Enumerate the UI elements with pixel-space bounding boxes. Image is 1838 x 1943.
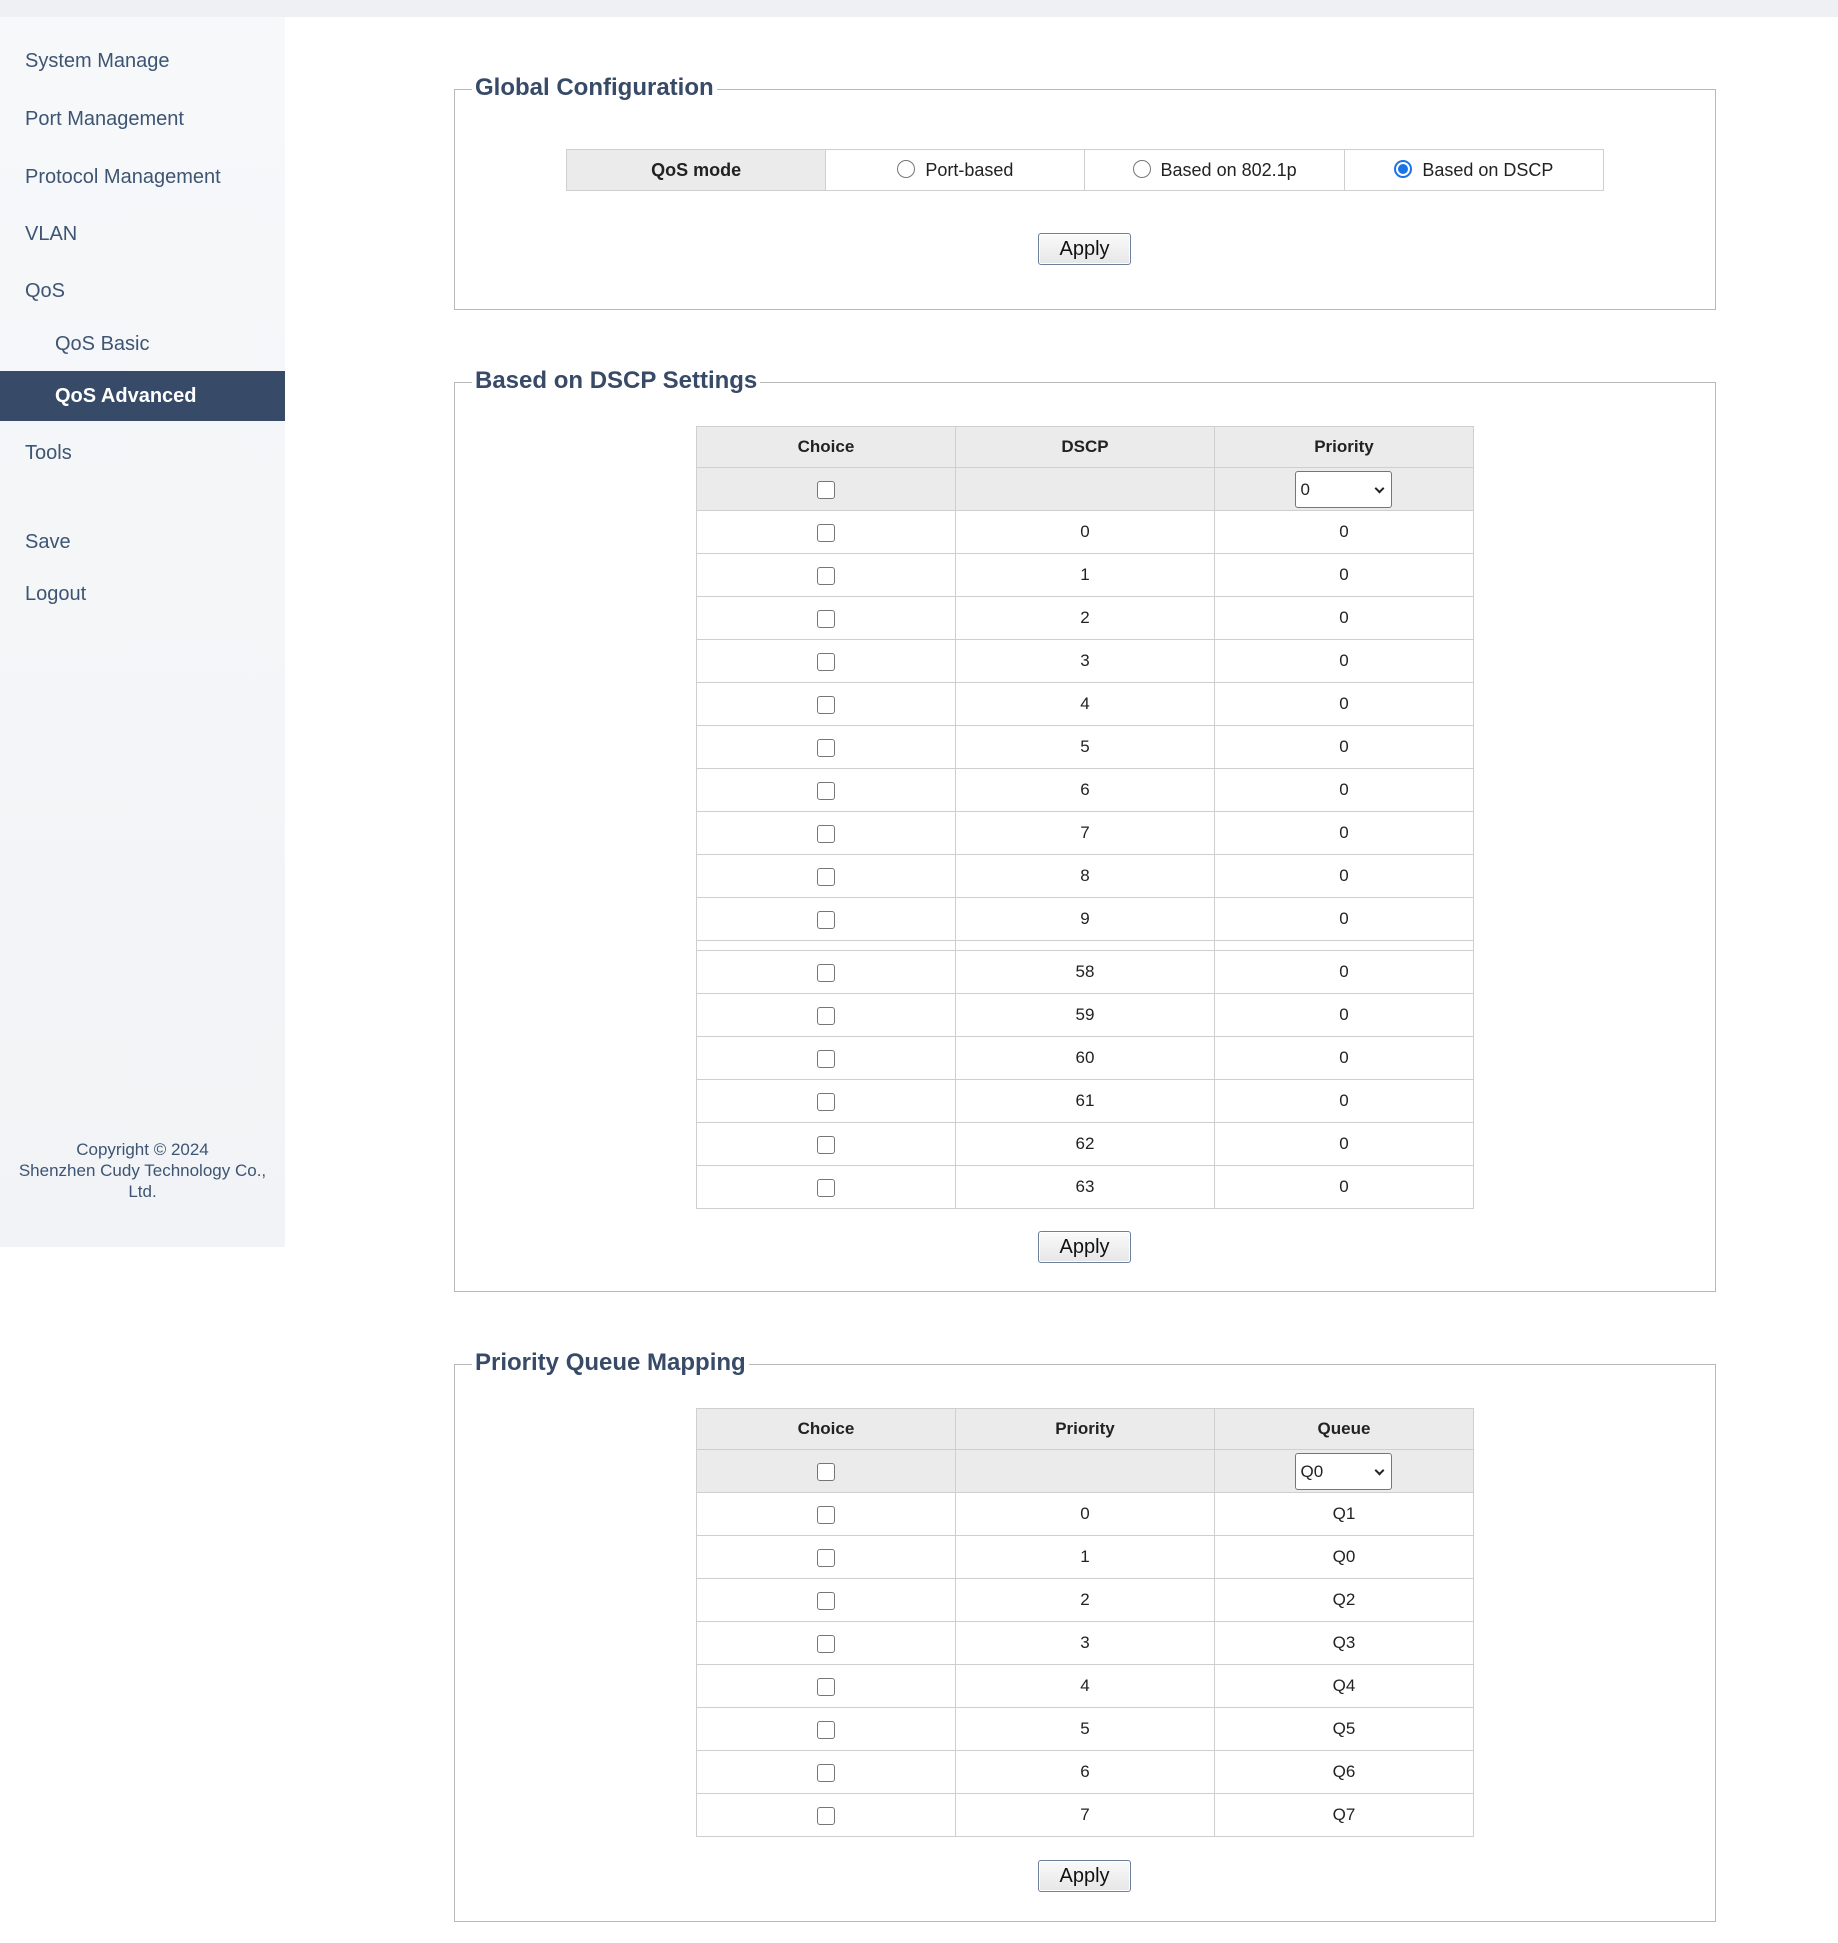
table-row: [697, 898, 1474, 941]
global-configuration-section: [454, 74, 1716, 310]
priority-value: 0: [1214, 898, 1473, 941]
table-row: [697, 640, 1474, 683]
dscp-value: 8: [955, 855, 1214, 898]
priority-value: 0: [1214, 1166, 1473, 1209]
sidebar: [0, 17, 285, 1247]
sidebar-item-qos-advanced[interactable]: QoS Advanced: [0, 371, 285, 421]
dscp-value: 7: [955, 812, 1214, 855]
column-header-queue: Queue: [1214, 1409, 1473, 1450]
column-header-dscp: DSCP: [955, 427, 1214, 468]
dscp-value: 2: [955, 597, 1214, 640]
dscp-value: 0: [955, 511, 1214, 554]
row-checkbox[interactable]: [817, 1807, 835, 1825]
dscp-value: 1: [955, 554, 1214, 597]
sidebar-item-protocol-management[interactable]: Protocol Management: [25, 166, 221, 188]
row-checkbox[interactable]: [817, 1721, 835, 1739]
priority-value: 0: [1214, 769, 1473, 812]
qos-mode-table: [566, 149, 1604, 191]
dscp-value: 60: [955, 1037, 1214, 1080]
sidebar-item-qos-basic[interactable]: QoS Basic: [55, 333, 150, 355]
priority-value: 0: [1214, 1123, 1473, 1166]
priority-value: 0: [1214, 812, 1473, 855]
sidebar-item-vlan[interactable]: VLAN: [25, 223, 78, 245]
copyright-line: Shenzhen Cudy Technology Co.,: [18, 1161, 267, 1180]
queue-value: Q0: [1214, 1536, 1473, 1579]
row-checkbox[interactable]: [817, 567, 835, 585]
dscp-value: 62: [955, 1123, 1214, 1166]
radio-802-1p[interactable]: [1133, 160, 1151, 178]
sidebar-item-tools[interactable]: Tools: [25, 442, 72, 464]
copyright-line: Copyright © 2024: [76, 1140, 209, 1159]
table-row: [697, 1622, 1474, 1665]
priority-value: 0: [1214, 951, 1473, 994]
priority-value: 0: [1214, 1037, 1473, 1080]
row-checkbox[interactable]: [817, 1549, 835, 1567]
priority-value: 1: [955, 1536, 1214, 1579]
qos-mode-option-port-based[interactable]: [826, 150, 1085, 191]
priority-select[interactable]: [1295, 471, 1392, 508]
column-header-priority: Priority: [1214, 427, 1473, 468]
priority-value: 0: [1214, 554, 1473, 597]
queue-value: Q2: [1214, 1579, 1473, 1622]
copyright-line: Ltd.: [128, 1182, 157, 1201]
row-checkbox[interactable]: [817, 1678, 835, 1696]
dscp-settings-section: [454, 367, 1716, 1292]
sidebar-item-qos[interactable]: QoS: [25, 280, 66, 302]
table-row: [697, 1166, 1474, 1209]
row-checkbox[interactable]: [817, 1635, 835, 1653]
radio-label: Based on 802.1p: [1160, 159, 1297, 180]
priority-queue-mapping-title: Priority Queue Mapping: [472, 1348, 749, 1378]
row-checkbox[interactable]: [817, 964, 835, 982]
row-checkbox[interactable]: [817, 868, 835, 886]
table-row: [697, 683, 1474, 726]
qos-mode-label: QoS mode: [567, 150, 826, 191]
queue-value: Q7: [1214, 1794, 1473, 1837]
queue-mapping-table: [696, 1408, 1474, 1837]
row-checkbox[interactable]: [817, 1136, 835, 1154]
global-apply-button[interactable]: Apply: [1038, 233, 1131, 265]
table-row: [697, 1665, 1474, 1708]
radio-label: Port-based: [925, 159, 1014, 180]
radio-dscp[interactable]: [1394, 160, 1412, 178]
row-checkbox[interactable]: [817, 1093, 835, 1111]
table-row: [697, 1794, 1474, 1837]
dscp-filter-row: [697, 468, 1474, 511]
qos-mode-option-dscp[interactable]: [1344, 150, 1603, 191]
qos-mode-option-802-1p[interactable]: [1085, 150, 1344, 191]
priority-value: 4: [955, 1665, 1214, 1708]
table-row: [697, 511, 1474, 554]
select-all-checkbox[interactable]: [817, 481, 835, 499]
table-row-gap: [697, 941, 1474, 951]
radio-port-based[interactable]: [897, 160, 915, 178]
queue-select-value: Q0: [1300, 1461, 1324, 1481]
priority-value: 0: [955, 1493, 1214, 1536]
row-checkbox[interactable]: [817, 911, 835, 929]
dscp-value: 6: [955, 769, 1214, 812]
row-checkbox[interactable]: [817, 1179, 835, 1197]
dscp-value: 9: [955, 898, 1214, 941]
column-header-choice: Choice: [697, 1409, 956, 1450]
table-row: [697, 855, 1474, 898]
priority-value: 2: [955, 1579, 1214, 1622]
table-row: [697, 554, 1474, 597]
priority-value: 0: [1214, 597, 1473, 640]
row-checkbox[interactable]: [817, 696, 835, 714]
priority-value: 3: [955, 1622, 1214, 1665]
row-checkbox[interactable]: [817, 1007, 835, 1025]
table-row: [697, 1708, 1474, 1751]
queue-value: Q1: [1214, 1493, 1473, 1536]
queue-value: Q6: [1214, 1751, 1473, 1794]
radio-label: Based on DSCP: [1422, 159, 1554, 180]
table-row: [697, 769, 1474, 812]
queue-apply-button[interactable]: Apply: [1038, 1860, 1131, 1892]
row-checkbox[interactable]: [817, 1506, 835, 1524]
row-checkbox[interactable]: [817, 1050, 835, 1068]
top-bar: [0, 0, 1838, 17]
table-row: [697, 1751, 1474, 1794]
queue-value: Q4: [1214, 1665, 1473, 1708]
column-header-priority: Priority: [955, 1409, 1214, 1450]
priority-value: 7: [955, 1794, 1214, 1837]
priority-value: 0: [1214, 994, 1473, 1037]
dscp-value: 4: [955, 683, 1214, 726]
row-checkbox[interactable]: [817, 825, 835, 843]
global-configuration-title: Global Configuration: [472, 73, 717, 103]
row-checkbox[interactable]: [817, 653, 835, 671]
table-row: [697, 951, 1474, 994]
priority-value: 0: [1214, 511, 1473, 554]
queue-filter-row: [697, 1450, 1474, 1493]
copyright: [0, 1139, 285, 1202]
table-row: [697, 1080, 1474, 1123]
row-checkbox[interactable]: [817, 782, 835, 800]
priority-value: 0: [1214, 683, 1473, 726]
row-checkbox[interactable]: [817, 1592, 835, 1610]
table-row: [697, 597, 1474, 640]
dscp-value: 61: [955, 1080, 1214, 1123]
table-row: [697, 1123, 1474, 1166]
select-all-checkbox[interactable]: [817, 1463, 835, 1481]
priority-select-value: 0: [1300, 479, 1310, 499]
sidebar-item-logout[interactable]: Logout: [25, 583, 87, 605]
queue-value: Q5: [1214, 1708, 1473, 1751]
queue-select[interactable]: [1295, 1453, 1392, 1490]
priority-value: 0: [1214, 1080, 1473, 1123]
table-row: [697, 726, 1474, 769]
row-checkbox[interactable]: [817, 524, 835, 542]
row-checkbox[interactable]: [817, 1764, 835, 1782]
dscp-value: 3: [955, 640, 1214, 683]
sidebar-item-save[interactable]: Save: [25, 531, 71, 553]
chevron-down-icon: [1375, 1465, 1385, 1475]
table-row: [697, 994, 1474, 1037]
chevron-down-icon: [1375, 483, 1385, 493]
priority-value: 0: [1214, 640, 1473, 683]
table-row: [697, 1037, 1474, 1080]
table-row: [697, 812, 1474, 855]
dscp-settings-title: Based on DSCP Settings: [472, 366, 760, 396]
priority-value: 5: [955, 1708, 1214, 1751]
priority-value: 6: [955, 1751, 1214, 1794]
row-checkbox[interactable]: [817, 739, 835, 757]
row-checkbox[interactable]: [817, 610, 835, 628]
priority-value: 0: [1214, 726, 1473, 769]
queue-value: Q3: [1214, 1622, 1473, 1665]
priority-value: 0: [1214, 855, 1473, 898]
priority-queue-mapping-section: [454, 1349, 1716, 1922]
dscp-value: 5: [955, 726, 1214, 769]
dscp-apply-button[interactable]: Apply: [1038, 1231, 1131, 1263]
sidebar-item-system-manage[interactable]: System Manage: [25, 50, 170, 72]
dscp-value: 63: [955, 1166, 1214, 1209]
table-row: [697, 1579, 1474, 1622]
dscp-value: 59: [955, 994, 1214, 1037]
table-row: [697, 1536, 1474, 1579]
sidebar-item-port-management[interactable]: Port Management: [25, 108, 184, 130]
table-row: [697, 1493, 1474, 1536]
column-header-choice: Choice: [697, 427, 956, 468]
dscp-table: [696, 426, 1474, 1209]
dscp-value: 58: [955, 951, 1214, 994]
